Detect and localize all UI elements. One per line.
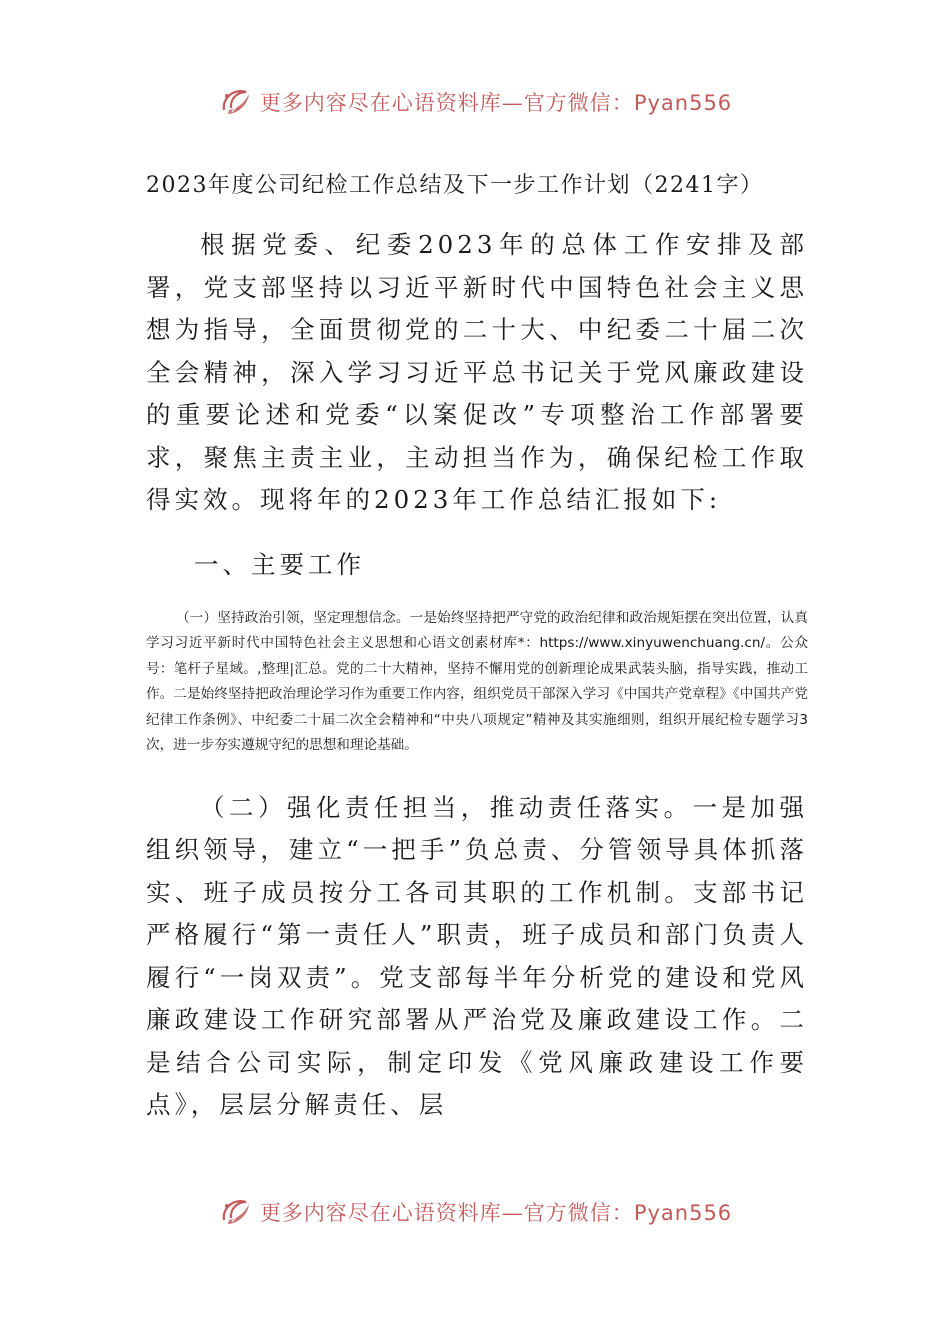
- intro-paragraph: 根据党委、纪委2023年的总体工作安排及部署，党支部坚持以习近平新时代中国特色社会主义思想为指导，全面贯彻党的二十大、中纪委二十届二次全会精神，深入学习习近平总书记关于党风廉政建设的重要论述和党委“以案促改”专项整治工作部署要求，聚焦主责主业，主动担当作为，确保纪检工作取得实效。现将年的2023年工作总结汇报如下:: [146, 230, 808, 514]
- quill-swirl-logo-icon: [218, 84, 254, 120]
- document-body: [146, 168, 808, 1127]
- header-banner-text: 更多内容尽在心语资料库—官方微信：Pyan556: [259, 91, 733, 115]
- item-1-paragraph: （一）坚持政治引领，坚定理想信念。一是始终坚持把严守党的政治纪律和政治规矩摆在突出位置，认真学习习近平新时代中国特色社会主义思想和心语文创素材库*：https://www.xinyuwenchuang.cn/。公众号：笔杆子星域。,整理|汇总。党的二十大精神，坚持不懈用党的创新理论成果武装头脑，指导实践，推动工作。二是始终坚持把政治理论学习作为重要工作内容，组织党员干部深入学习《中国共产党章程》《中国共产党纪律工作条例》、中纪委二十届二次全会精神和“中央八项规定”精神及其实施细则，组织开展纪检专题学习3次，进一步夯实遵规守纪的思想和理论基础。: [146, 609, 808, 753]
- document-title: 2023年度公司纪检工作总结及下一步工作计划（2241字）: [146, 173, 764, 198]
- item-2-paragraph: （二）强化责任担当，推动责任落实。一是加强组织领导，建立“一把手”负总责、分管领导具体抓落实、班子成员按分工各司其职的工作机制。支部书记严格履行“第一责任人”职责，班子成员和部门负责人履行“一岗双责”。党支部每半年分析党的建设和党风廉政建设工作研究部署从严治党及廉政建设工作。二是结合公司实际，制定印发《党风廉政建设工作要点》，层层分解责任、层: [146, 792, 808, 1119]
- footer-watermark-banner: [0, 1192, 950, 1232]
- footer-banner-text: 更多内容尽在心语资料库—官方微信：Pyan556: [259, 1201, 733, 1225]
- header-watermark-banner: [0, 82, 950, 122]
- quill-swirl-logo-icon: [218, 1194, 254, 1230]
- header-wechat-id: Pyan556: [633, 91, 733, 115]
- section-heading-main-work: 一、主要工作: [194, 549, 365, 579]
- footer-wechat-id: Pyan556: [633, 1201, 733, 1225]
